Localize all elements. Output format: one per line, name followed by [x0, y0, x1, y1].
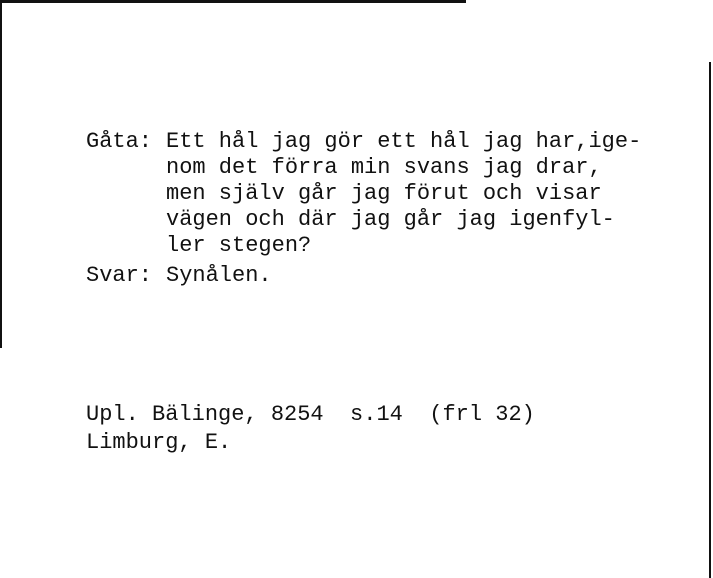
- source-line-1: Upl. Bälinge, 8254 s.14 (frl 32): [86, 402, 535, 427]
- riddle-line-1: Ett hål jag gör ett hål jag har,ige-: [166, 129, 642, 154]
- card-edge-right: [709, 62, 711, 578]
- answer-text: Synålen.: [166, 263, 272, 288]
- riddle-line-5: ler stegen?: [166, 233, 312, 258]
- riddle-line-4: vägen och där jag går jag igenfyl-: [166, 207, 615, 232]
- card-edge-top: [0, 0, 466, 3]
- answer-label: Svar:: [86, 263, 153, 288]
- riddle-label: Gåta:: [86, 129, 153, 154]
- card-edge-left: [0, 0, 2, 348]
- source-line-2: Limburg, E.: [86, 430, 232, 455]
- riddle-line-3: men själv går jag förut och visar: [166, 181, 602, 206]
- riddle-line-2: nom det förra min svans jag drar,: [166, 155, 602, 180]
